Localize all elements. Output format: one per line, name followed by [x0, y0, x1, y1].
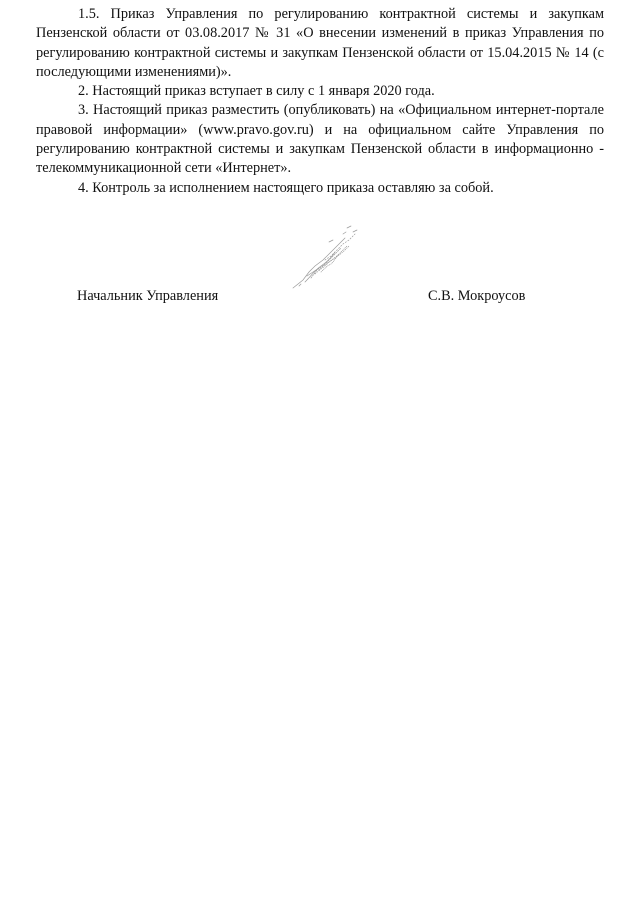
handwritten-signature [285, 220, 365, 292]
signature-block [0, 287, 640, 307]
paragraph-1-5: 1.5. Приказ Управления по регулированию контрактной системы и закупкам Пензенской области от 03.08.2017 № 31 «О внесении изменений в приказ Управления по регулированию контрактной системы и закупкам Пензенской области от 15.04.2015 № 14 (с последующими изменениями)». [36, 6, 604, 80]
signatory-position: Начальник Управления [77, 288, 219, 304]
paragraph-2: 2. Настоящий приказ вступает в силу с 1 января 2020 года. [78, 83, 435, 100]
paragraph-4: 4. Контроль за исполнением настоящего приказа оставляю за собой. [78, 179, 494, 196]
signatory-name: С.В. Мокроусов [428, 288, 526, 304]
document-body [36, 5, 604, 198]
paragraph-3: 3. Настоящий приказ разместить (опубликовать) на «Официальном интернет-портале правовой информации» (www.pravo.gov.ru) и на официальном сайте Управления по регулированию контрактной системы и закупкам Пензенской области в информационно - телекоммуникационной сети «Интернет». [36, 102, 604, 177]
